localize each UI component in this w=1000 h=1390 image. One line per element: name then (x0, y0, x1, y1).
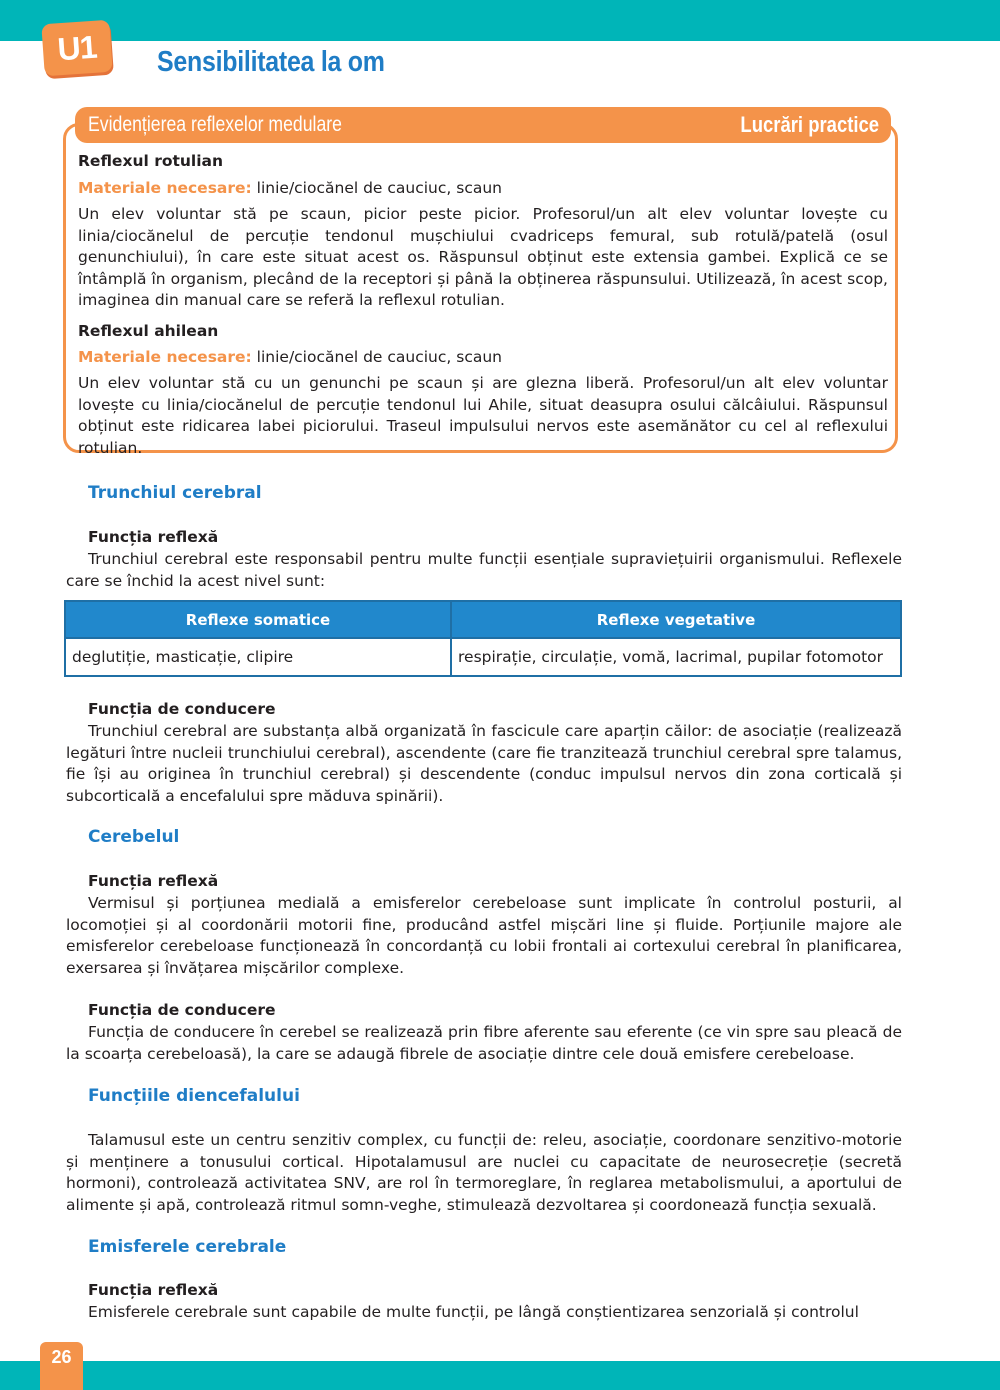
section-heading-ahilean: Reflexul ahilean (78, 322, 219, 340)
table-header-somatice: Reflexe somatice (65, 601, 451, 638)
text-ahilean: Un elev voluntar stă cu un genunchi pe scaun și are glezna liberă. Profesorul/un alt elev voluntar lovește cu linia/ciocănelul de percuție tendonul lui Ahile, situat deasupra osului călcâiului. Răspunsul obținut este ridicarea labei piciorului. Traseul impulsului nervos este asemănător cu cel al reflexului rotulian. (78, 374, 888, 457)
paragraph-diencefal: Talamusul este un centru senzitiv complex, cu funcții de: releu, asociație, coordonare senzitivo-motorie și menținere a tonusului cortical. Hipotalamusul are nuclei cu capacitate de neurosecreție (secretă hormoni), controlează activitatea SNV, are rol în termoreglare, în reglarea metabolismului, a aportului de alimente și apă, controlează ritmul somn-veghe, stimulează dezvoltarea și coordonează funcția sexuală. (66, 1131, 902, 1214)
bottom-color-bar (0, 1361, 1000, 1390)
page-number: 26 (40, 1342, 83, 1390)
subtitle-emisfere-reflex: Funcția reflexă (88, 1281, 219, 1299)
paragraph-trunchi-conducere: Trunchiul cerebral are substanța albă organizată în fascicule care aparțin căilor: de asociație (realizează legături între nucleii trunchiului cerebral), ascendente (care fie tranzitează trunchiul cerebral spre talamus, fie își au originea în trunchiul cerebral) și descendente (conduc impulsul nervos din zona corticală și subcorticală a encefalului spre măduva spinării). (66, 722, 902, 805)
table-cell: respirație, circulație, vomă, lacrimal, pupilar fotomotor (451, 638, 901, 676)
chapter-title: Sensibilitatea la om (157, 46, 385, 78)
subtitle-trunchi-reflex: Funcția reflexă (88, 528, 219, 546)
paragraph-emisfere-reflex: Emisferele cerebrale sunt capabile de multe funcții, pe lângă conștientizarea senzorială și controlul (88, 1303, 859, 1321)
subtitle-cerebel-conducere: Funcția de conducere (88, 1001, 276, 1019)
top-color-bar (0, 0, 1000, 41)
paragraph-trunchi-reflex: Trunchiul cerebral este responsabil pentru multe funcții esențiale supraviețuirii organismului. Reflexele care se închid la acest nivel sunt: (66, 550, 902, 590)
reflex-table (64, 600, 902, 677)
section-title-diencefal: Funcțiile diencefalului (88, 1086, 300, 1106)
practice-box-header (75, 107, 891, 143)
paragraph-cerebel-reflex: Vermisul și porțiunea medială a emisferelor cerebeloase sunt implicate în controlul posturii, al locomoției și al coordonării motorii fine, producând astfel mișcări line și fluide. Porțiunile majore ale emisferelor cerebeloase funcționează în concordanță cu lobii frontali ai cortexului cerebral în planificarea, exersarea și învățarea mișcărilor complexe. (66, 894, 902, 977)
table-row (65, 638, 901, 676)
unit-badge: U1 (41, 20, 112, 77)
paragraph-cerebel-conducere: Funcția de conducere în cerebel se realizează prin fibre aferente sau eferente (ce vin spre sau pleacă de la scoarța cerebeloasă), la care se adaugă fibrele de asociație dintre cele două emisfere cerebeloase. (66, 1023, 902, 1063)
materials-ahilean: Materiale necesare: linie/ciocănel de cauciuc, scaun (78, 348, 503, 366)
materials-rotulian: Materiale necesare: linie/ciocănel de cauciuc, scaun (78, 179, 503, 197)
table-cell: deglutiție, masticație, clipire (65, 638, 451, 676)
section-title-cerebel: Cerebelul (88, 827, 180, 847)
practice-box-tag: Lucrări practice (740, 112, 879, 137)
table-header-vegetative: Reflexe vegetative (451, 601, 901, 638)
section-title-trunchi: Trunchiul cerebral (88, 483, 262, 503)
section-title-emisfere: Emisferele cerebrale (88, 1237, 287, 1257)
subtitle-cerebel-reflex: Funcția reflexă (88, 872, 219, 890)
text-rotulian: Un elev voluntar stă pe scaun, picior peste picior. Profesorul/un alt elev voluntar lovește cu linia/ciocănelul de percuție tendonul mușchiului cvadriceps femural, sub rotulă/patelă (osul genunchiului), în care este situat acest os. Răspunsul obținut este extensia gambei. Explică ce se întâmplă în organism, plecând de la receptori și până la obținerea răspunsului. Utilizează, în acest scop, imaginea din manual care se referă la reflexul rotulian. (78, 205, 888, 309)
practice-box-title: Evidențierea reflexelor medulare (88, 113, 342, 136)
subtitle-trunchi-conducere: Funcția de conducere (88, 700, 276, 718)
section-heading-rotulian: Reflexul rotulian (78, 152, 224, 170)
